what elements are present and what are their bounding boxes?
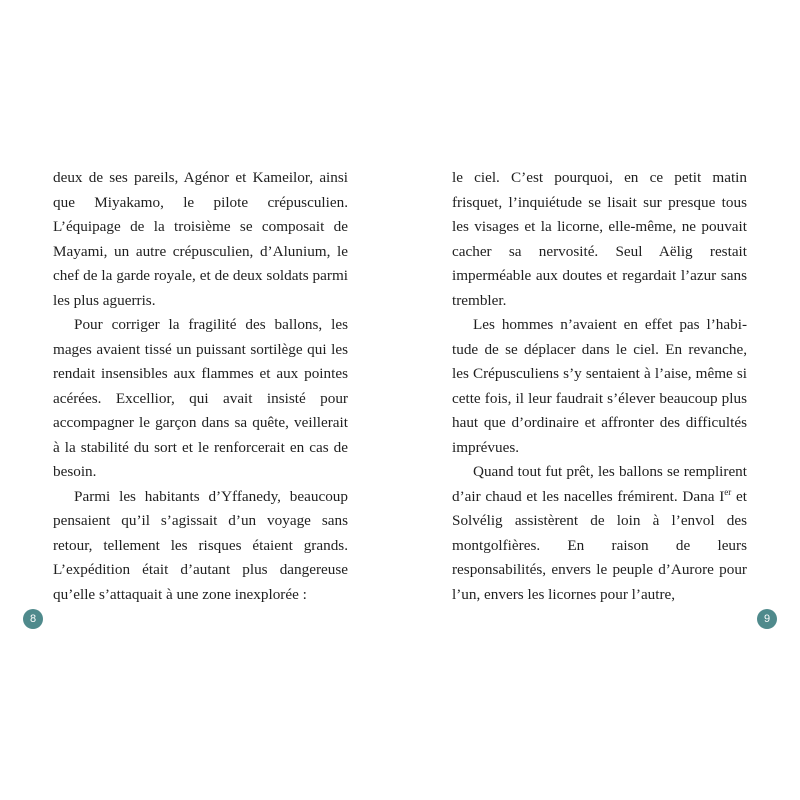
page-number-right: 9 [757, 609, 777, 629]
left-paragraph-1: deux de ses pareils, Agénor et Kameilor, ainsi que Miyakamo, le pilote crépusculien. L’équipage de la troisième se composait de Mayami, un autre crépusculien, d’Alunium, le chef de la garde royale, et de deux soldats parmi les plus aguerris. [53, 169, 348, 309]
right-paragraph-2: Les hommes n’avaient en effet pas l’habitude de se déplacer dans le ciel. En revanche, les Crépusculiens s’y sentaient à l’aise, même si cette fois, il leur faudrait s’élever beaucoup plus haut que d’ordinaire et affronter des difficultés imprévues. [452, 316, 747, 456]
left-paragraph-3: Parmi les habitants d’Yffanedy, beaucoup pensaient qu’il s’agissait d’un voyage sans retour, tellement les risques étaient grands. L’expédition était d’autant plus dangereuse qu’elle s’attaquait à une zone inexplorée : [53, 487, 348, 603]
right-page-text [452, 166, 747, 607]
left-page-text [53, 166, 348, 607]
right-paragraph-1: le ciel. C’est pourquoi, en ce petit matin frisquet, l’inquiétude se lisait sur presque tous les visages et la licorne, elle-même, ne pouvait cacher sa nervosité. Seul Aëlig restait imperméable aux doutes et regardait l’azur sans trembler. [452, 169, 747, 309]
ordinal-superscript: er [724, 486, 732, 497]
right-paragraph-3-before: Quand tout fut prêt, les ballons se remplirent d’air chaud et les nacelles frémirent. Dana I [452, 463, 747, 505]
left-paragraph-2: Pour corriger la fragilité des ballons, les mages avaient tissé un puissant sortilège qui les rendait insensibles aux flammes et aux pointes acérées. Excellior, qui avait insisté pour accompagner le garçon dans sa quête, veillerait à la stabilité du sort et le renforcerait en cas de besoin. [53, 316, 348, 480]
right-paragraph-3 [452, 460, 747, 607]
page-number-left: 8 [23, 609, 43, 629]
right-paragraph-3-after: et Solvélig assistèrent de loin à l’envol des montgolfières. En raison de leurs responsabilités, envers le peuple d’Aurore pour l’un, envers les licornes pour l’autre, [452, 487, 747, 603]
